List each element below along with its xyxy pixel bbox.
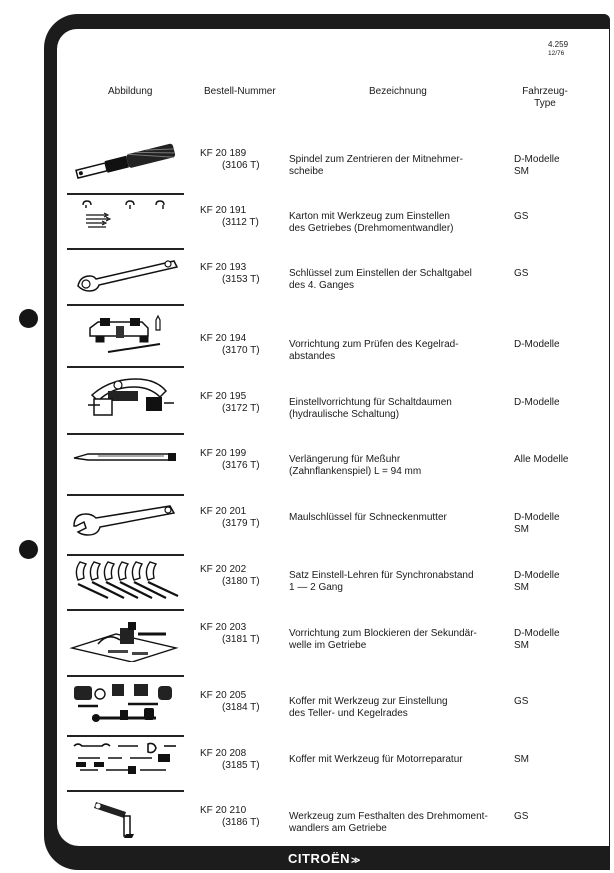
vehicle-type <box>514 268 609 280</box>
vehicle-type <box>514 454 609 466</box>
order-number-code: KF 20 208 <box>200 748 247 759</box>
order-number-code: KF 20 194 <box>200 333 247 344</box>
order-number <box>200 205 259 228</box>
order-number-code: KF 20 191 <box>200 205 247 216</box>
order-number-ref: (3179 T) <box>222 517 260 529</box>
gearbox-tool-set-icon <box>68 199 183 244</box>
order-number-code: KF 20 201 <box>200 506 247 517</box>
order-number-ref: (3186 T) <box>222 816 260 828</box>
row-divider <box>67 494 184 496</box>
vehicle-type-entry: GS <box>514 696 529 707</box>
punch-hole-bottom <box>19 540 38 559</box>
punch-hole-top <box>19 309 38 328</box>
order-number-code: KF 20 193 <box>200 262 247 273</box>
item-description: Satz Einstell-Lehren für Synchronabstand 1 — 2 Gang <box>289 570 474 593</box>
vehicle-type-entry: D-Modelle <box>514 628 560 639</box>
header-illustration: Abbildung <box>108 86 153 97</box>
vehicle-type-entry: Alle Modelle <box>514 454 569 465</box>
order-number <box>200 391 260 414</box>
order-number-ref: (3180 T) <box>222 575 260 587</box>
vehicle-type-entry: D-Modelle <box>514 339 560 350</box>
header-order-number: Bestell-Nummer <box>204 86 276 97</box>
item-description: Koffer mit Werkzeug zur Einstellung des Teller- und Kegelrades <box>289 696 448 719</box>
row-divider <box>67 554 184 556</box>
order-number-code: KF 20 195 <box>200 391 247 402</box>
order-number-ref: (3106 T) <box>222 159 260 171</box>
double-chevron-icon: ≫ <box>351 855 361 865</box>
gauge-set-icon <box>68 558 183 609</box>
order-number-ref: (3112 T) <box>222 216 259 228</box>
row-divider <box>67 735 184 737</box>
order-number <box>200 448 260 471</box>
vehicle-type-entry: SM <box>514 581 529 593</box>
bevel-gear-gauge-icon <box>68 314 183 361</box>
brand-name: CITROËN <box>288 851 350 866</box>
row-divider <box>67 193 184 195</box>
centering-spindle-icon <box>68 140 183 185</box>
item-description: Vorrichtung zum Blockieren der Sekundär- welle im Getriebe <box>289 628 477 651</box>
item-description: Schlüssel zum Einstellen der Schaltgabel des 4. Ganges <box>289 268 472 291</box>
vehicle-type-entry: GS <box>514 211 529 222</box>
row-divider <box>67 248 184 250</box>
vehicle-type-entry: SM <box>514 165 529 177</box>
vehicle-type-entry: SM <box>514 754 529 765</box>
open-end-wrench-icon <box>68 500 183 549</box>
vehicle-type <box>514 512 609 535</box>
vehicle-type-entry: D-Modelle <box>514 154 560 165</box>
engine-repair-kit-icon <box>68 740 183 787</box>
gear-adjust-kit-icon <box>68 680 183 731</box>
vehicle-type <box>514 811 609 823</box>
vehicle-type-entry: GS <box>514 811 529 822</box>
order-number-ref: (3176 T) <box>222 459 260 471</box>
row-divider <box>67 675 184 677</box>
order-number-ref: (3184 T) <box>222 701 260 713</box>
item-description: Vorrichtung zum Prüfen des Kegelrad- abstandes <box>289 339 459 362</box>
order-number <box>200 262 260 285</box>
item-description: Karton mit Werkzeug zum Einstellen des Getriebes (Drehmomentwandler) <box>289 211 454 234</box>
vehicle-type-entry: SM <box>514 523 529 535</box>
vehicle-type <box>514 397 609 409</box>
order-number-ref: (3181 T) <box>222 633 260 645</box>
item-description: Maulschlüssel für Schneckenmutter <box>289 512 447 523</box>
row-divider <box>67 609 184 611</box>
row-divider <box>67 304 184 306</box>
order-number-code: KF 20 202 <box>200 564 247 575</box>
shaft-locking-fixture-icon <box>68 614 183 667</box>
header-vehicle-type: Fahrzeug- Type <box>522 86 568 109</box>
citroen-logo <box>288 851 360 866</box>
shift-fork-key-icon <box>68 252 183 297</box>
order-number-ref: (3172 T) <box>222 402 260 414</box>
shift-finger-fixture-icon <box>68 375 183 426</box>
vehicle-type <box>514 754 609 766</box>
vehicle-type <box>514 696 609 708</box>
order-number-code: KF 20 199 <box>200 448 247 459</box>
order-number <box>200 506 260 529</box>
order-number-ref: (3185 T) <box>222 759 260 771</box>
row-divider <box>67 433 184 435</box>
vehicle-type <box>514 154 609 177</box>
vehicle-type-entry: D-Modelle <box>514 397 560 408</box>
item-description: Spindel zum Zentrieren der Mitnehmer- scheibe <box>289 154 463 177</box>
row-divider <box>67 790 184 792</box>
order-number <box>200 622 260 645</box>
order-number <box>200 564 260 587</box>
order-number <box>200 690 260 713</box>
row-divider <box>67 366 184 368</box>
vehicle-type <box>514 211 609 223</box>
vehicle-type <box>514 628 609 651</box>
order-number <box>200 148 260 171</box>
order-number-code: KF 20 205 <box>200 690 247 701</box>
order-number <box>200 805 260 828</box>
document-reference <box>548 40 568 58</box>
doc-date: 12/76 <box>548 50 565 57</box>
order-number-ref: (3153 T) <box>222 273 260 285</box>
vehicle-type-entry: D-Modelle <box>514 512 560 523</box>
vehicle-type-entry: D-Modelle <box>514 570 560 581</box>
item-description: Koffer mit Werkzeug für Motorreparatur <box>289 754 463 765</box>
converter-holding-tool-icon <box>68 796 183 845</box>
order-number-code: KF 20 203 <box>200 622 247 633</box>
doc-number: 4.259 <box>548 40 569 49</box>
header-designation: Bezeichnung <box>369 86 427 97</box>
dial-gauge-extension-icon <box>68 441 183 476</box>
item-description: Werkzeug zum Festhalten des Drehmoment- wandlers am Getriebe <box>289 811 488 834</box>
item-description: Einstellvorrichtung für Schaltdaumen (hydraulische Schaltung) <box>289 397 452 420</box>
order-number-code: KF 20 189 <box>200 148 247 159</box>
vehicle-type-entry: GS <box>514 268 529 279</box>
order-number-ref: (3170 T) <box>222 344 260 356</box>
vehicle-type <box>514 570 609 593</box>
order-number <box>200 333 260 356</box>
vehicle-type <box>514 339 609 351</box>
order-number-code: KF 20 210 <box>200 805 247 816</box>
order-number <box>200 748 260 771</box>
item-description: Verlängerung für Meßuhr (Zahnflankenspiel) L = 94 mm <box>289 454 422 477</box>
vehicle-type-entry: SM <box>514 639 529 651</box>
